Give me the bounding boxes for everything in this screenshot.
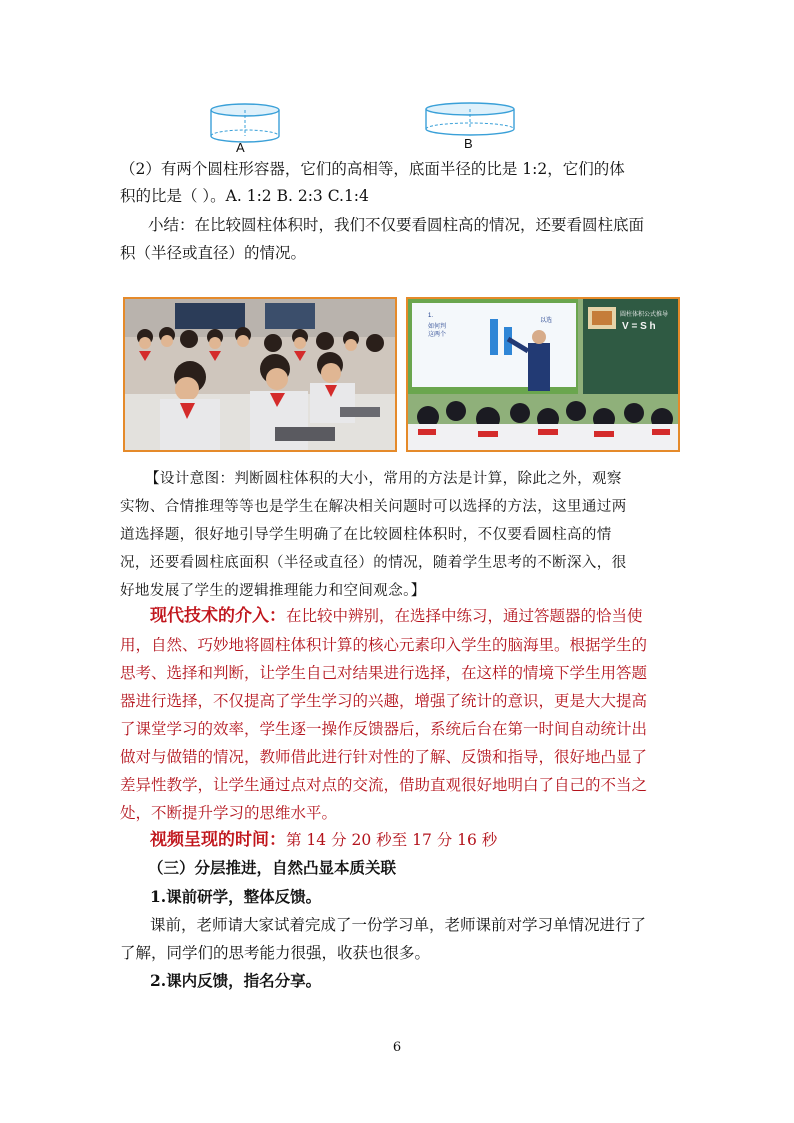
- cylinder-a-figure: [205, 100, 285, 152]
- design-intent-line-4: 况，还要看圆柱底面积（半径或直径）的情况，随着学生思考的不断深入，很: [120, 555, 627, 571]
- tech-line-2: 用，自然、巧妙地将圆柱体积计算的核心元素印入学生的脑海里。根据学生的: [120, 636, 648, 654]
- video-heading: 视频呈现的时间：: [150, 830, 286, 850]
- tech-line-7: 差异性教学，让学生通过点对点的交流，借助直观很好地明白了自己的不当之: [120, 776, 648, 794]
- design-intent-line-3: 道选择题，很好地引导学生明确了在比较圆柱体积时，不仅要看圆柱高的情: [120, 527, 612, 543]
- design-intent-line-2: 实物、合情推理等等也是学生在解决相关问题时可以选择的方法，这里通过两: [120, 499, 627, 515]
- summary-line-1: 小结：在比较圆柱体积时，我们不仅要看圆柱高的情况，还要看圆柱底面: [148, 216, 645, 234]
- question-2-line-2: 积的比是（ ）。A. 1:2 B. 2:3 C.1:4: [120, 187, 369, 205]
- tech-line-5: 了课堂学习的效率，学生逐一操作反馈器后，系统后台在第一时间自动统计出: [120, 720, 648, 738]
- board-title: 圆柱体积公式推导: [620, 312, 669, 318]
- tech-first-line: [150, 603, 710, 629]
- tech-first-line-text: 在比较中辨别，在选择中练习，通过答题器的恰当使: [286, 607, 643, 625]
- classroom-students-photo: [123, 297, 397, 452]
- board-formula: V = S h: [622, 321, 656, 332]
- video-time-line: [150, 827, 710, 853]
- question-2-line-1: （2）有两个圆柱形容器，它们的高相等，底面半径的比是 1:2，它们的体: [120, 160, 625, 178]
- tech-heading: 现代技术的介入：: [150, 606, 286, 626]
- slide-text-1: 1.: [428, 313, 434, 319]
- summary-line-2: 积（半径或直径）的情况。: [120, 244, 307, 262]
- design-intent-line-5: 好地发展了学生的逻辑推理能力和空间观念。】: [120, 583, 426, 599]
- section-3-para-line-1: 课前，老师请大家试着完成了一份学习单，老师课前对学习单情况进行了: [150, 916, 647, 934]
- cylinder-b-label: B: [464, 136, 473, 151]
- slide-text-3: 这两个: [428, 332, 447, 338]
- tech-line-4: 器进行选择，不仅提高了学生学习的兴趣，增强了统计的意识，更是大大提高: [120, 692, 648, 710]
- section-3-sub-1: 1.课前研学，整体反馈。: [150, 887, 322, 906]
- slide-text-4: 以选: [540, 318, 553, 324]
- design-intent-line-1: 【设计意图：判断圆柱体积的大小，常用的方法是计算，除此之外，观察: [145, 471, 622, 487]
- tech-line-6: 做对与做错的情况，教师借此进行针对性的了解、反馈和指导，很好地凸显了: [120, 748, 648, 766]
- section-3-sub-2: 2.课内反馈，指名分享。: [150, 971, 322, 990]
- cylinder-a-label: A: [236, 140, 245, 155]
- tech-line-8: 处，不断提升学习的思维水平。: [120, 804, 338, 822]
- slide-text-2: 如何判: [428, 324, 447, 330]
- tech-line-3: 思考、选择和判断，让学生自己对结果进行选择，在这样的情境下学生用答题: [120, 664, 648, 682]
- section-3-heading: （三）分层推进，自然凸显本质关联: [148, 858, 397, 877]
- page-number: 6: [392, 1040, 402, 1055]
- teacher-presentation-photo: [406, 297, 680, 452]
- section-3-para-line-2: 了解，同学们的思考能力很强，收获也很多。: [120, 944, 431, 962]
- video-time-value: 第 14 分 20 秒至 17 分 16 秒: [286, 831, 498, 849]
